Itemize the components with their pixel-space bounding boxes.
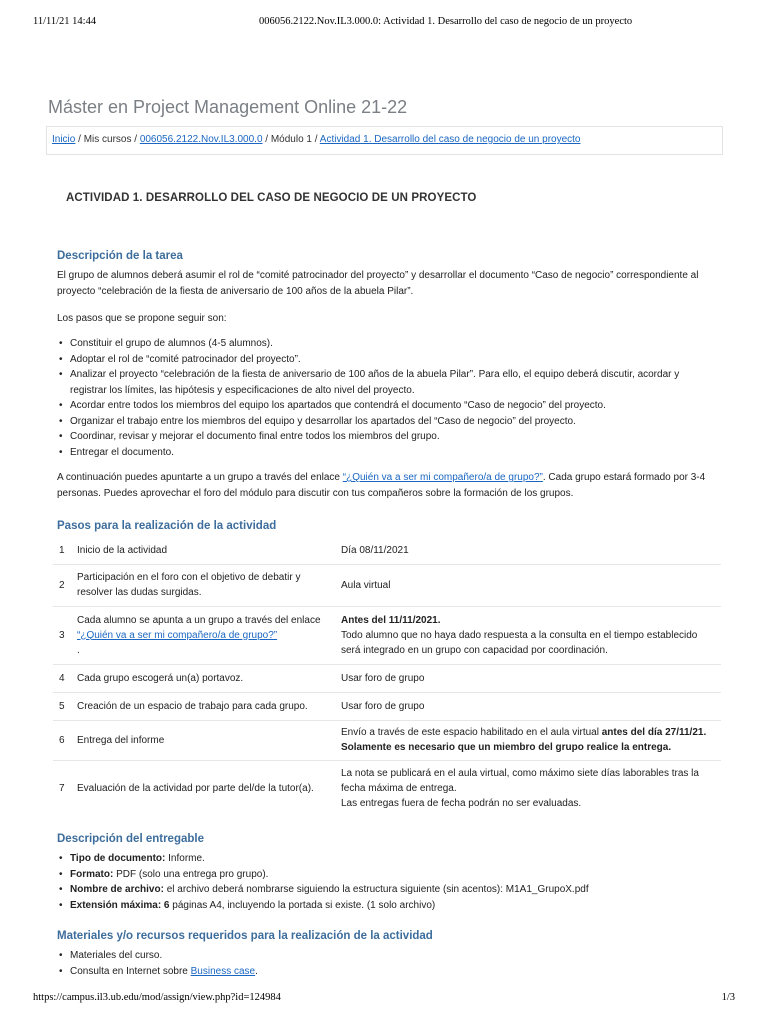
breadcrumb-separator: / Módulo 1 / xyxy=(262,134,320,145)
list-item: • Extensión máxima: 6 páginas A4, incluyendo la portada si existe. (1 solo archivo) xyxy=(57,898,717,914)
group-paragraph: A continuación puedes apuntarte a un grupo a través del enlace “¿Quién va a ser mi compañero/a de grupo?”. Cada grupo estará formado por 3-4 personas. Puedes aprovechar el foro del módulo para discutir con tus compañeros sobre la formación de los grupos. xyxy=(57,472,706,499)
breadcrumb-course-link[interactable]: 006056.2122.Nov.IL3.000.0 xyxy=(139,134,263,145)
steps-intro: Los pasos que se propone seguir son: xyxy=(57,313,227,324)
task-intro: El grupo de alumnos deberá asumir el rol de “comité patrocinador del proyecto” y desarrollar el documento “Caso de negocio” correspondiente al proyecto “celebración de la fiesta de aniversario de 100 años de la abuela Pilar”. xyxy=(57,270,699,297)
step-result: Antes del 11/11/2021. Todo alumno que no haya dado respuesta a la consulta en el tiempo establecido será integrado en un grupo con capacidad por coordinación. xyxy=(333,606,721,664)
materials-list xyxy=(57,948,717,979)
list-item: • Materiales del curso. xyxy=(57,948,717,964)
step-activity: Inicio de la actividad xyxy=(77,545,168,557)
list-item: • Adoptar el rol de “comité patrocinador del proyecto”. xyxy=(57,352,717,368)
breadcrumb xyxy=(46,126,723,155)
breadcrumb-separator: / Mis cursos / xyxy=(75,134,140,145)
print-date: 11/11/21 14:44 xyxy=(33,16,97,27)
print-page-number: 1/3 xyxy=(721,992,735,1003)
step-number: 3 xyxy=(53,606,71,664)
step-result: Usar foro de grupo xyxy=(333,664,721,692)
step-number: 6 xyxy=(53,720,71,760)
list-item: • Tipo de documento: Informe. xyxy=(57,851,717,867)
step-result: La nota se publicará en el aula virtual, como máximo siete días laborables tras la fecha máxima de entrega. Las entregas fuera de fecha podrán no ser evaluadas. xyxy=(333,760,721,816)
step-number: 4 xyxy=(53,664,71,692)
table-row xyxy=(53,538,721,564)
business-case-link[interactable]: Business case xyxy=(190,965,256,977)
step-number: 7 xyxy=(53,760,71,816)
deliverable-list xyxy=(57,851,717,913)
list-item: • Organizar el trabajo entre los miembros del equipo y desarrollar los apartados del “Caso de negocio” del proyecto. xyxy=(57,414,717,430)
step-number: 2 xyxy=(53,564,71,606)
procedure-heading: Pasos para la realización de la actividad xyxy=(57,520,277,532)
table-row xyxy=(53,664,721,692)
print-footer xyxy=(33,992,735,1006)
print-url: https://campus.il3.ub.edu/mod/assign/view.php?id=124984 xyxy=(33,992,281,1003)
task-heading: Descripción de la tarea xyxy=(57,250,183,262)
list-item: • Formato: PDF (solo una entrega pro grupo). xyxy=(57,867,717,883)
step-result: Usar foro de grupo xyxy=(333,692,721,720)
print-page-title: 006056.2122.Nov.IL3.000.0: Actividad 1. Desarrollo del caso de negocio de un proyecto xyxy=(259,16,633,27)
step-activity: Creación de un espacio de trabajo para cada grupo. xyxy=(71,692,333,720)
step-result: Envío a través de este espacio habilitado en el aula virtual antes del día 27/11/21. Solamente es necesario que un miembro del grupo realice la entrega. xyxy=(333,720,721,760)
table-row xyxy=(53,692,721,720)
step-activity: Evaluación de la actividad por parte del/de la tutor(a). xyxy=(71,760,333,816)
list-item: • Acordar entre todos los miembros del equipo los apartados que contendrá el documento “Caso de negocio” del proyecto. xyxy=(57,398,717,414)
print-header xyxy=(33,16,735,30)
steps-list xyxy=(57,336,717,460)
table-row xyxy=(53,760,721,816)
step-activity: Entrega del informe xyxy=(71,720,333,760)
table-row xyxy=(53,564,721,606)
list-item: • Consulta en Internet sobre Business case. xyxy=(57,964,717,980)
list-item: • Entregar el documento. xyxy=(57,445,717,461)
materials-heading: Materiales y/o recursos requeridos para la realización de la actividad xyxy=(57,930,433,942)
list-item: • Analizar el proyecto “celebración de la fiesta de aniversario de 100 años de la abuela Pilar”. Para ello, el equipo deberá discutir, acordar y registrar los límites, las hipótesis y especificaciones de alto nivel del proyecto. xyxy=(57,367,717,398)
site-title: Máster en Project Management Online 21-22 xyxy=(48,97,408,117)
step-result: Día 08/11/2021 xyxy=(341,545,409,557)
group-signup-link[interactable]: “¿Quién va a ser mi compañero/a de grupo?” xyxy=(77,629,278,641)
breadcrumb-home-link[interactable]: Inicio xyxy=(52,134,76,145)
list-item: • Nombre de archivo: el archivo deberá nombrarse siguiendo la estructura siguiente (sin acentos): M1A1_GrupoX.pdf xyxy=(57,882,717,898)
activity-title: ACTIVIDAD 1. DESARROLLO DEL CASO DE NEGOCIO DE UN PROYECTO xyxy=(66,192,477,204)
table-row xyxy=(53,606,721,664)
list-item: • Constituir el grupo de alumnos (4-5 alumnos). xyxy=(57,336,717,352)
group-signup-link[interactable]: “¿Quién va a ser mi compañero/a de grupo?” xyxy=(342,472,543,483)
step-activity: Cada alumno se apunta a un grupo a través del enlace “¿Quién va a ser mi compañero/a de grupo?” . xyxy=(71,606,333,664)
step-result: Aula virtual xyxy=(333,564,721,606)
step-number: 1 xyxy=(59,545,65,557)
step-activity: Participación en el foro con el objetivo de debatir y resolver las dudas surgidas. xyxy=(71,564,333,606)
step-number: 5 xyxy=(53,692,71,720)
breadcrumb-activity-link[interactable]: Actividad 1. Desarrollo del caso de negocio de un proyecto xyxy=(319,134,581,145)
procedure-table xyxy=(53,538,721,816)
table-row xyxy=(53,720,721,760)
list-item: • Coordinar, revisar y mejorar el documento final entre todos los miembros del grupo. xyxy=(57,429,717,445)
deliverable-heading: Descripción del entregable xyxy=(57,833,204,845)
step-activity: Cada grupo escogerá un(a) portavoz. xyxy=(71,664,333,692)
